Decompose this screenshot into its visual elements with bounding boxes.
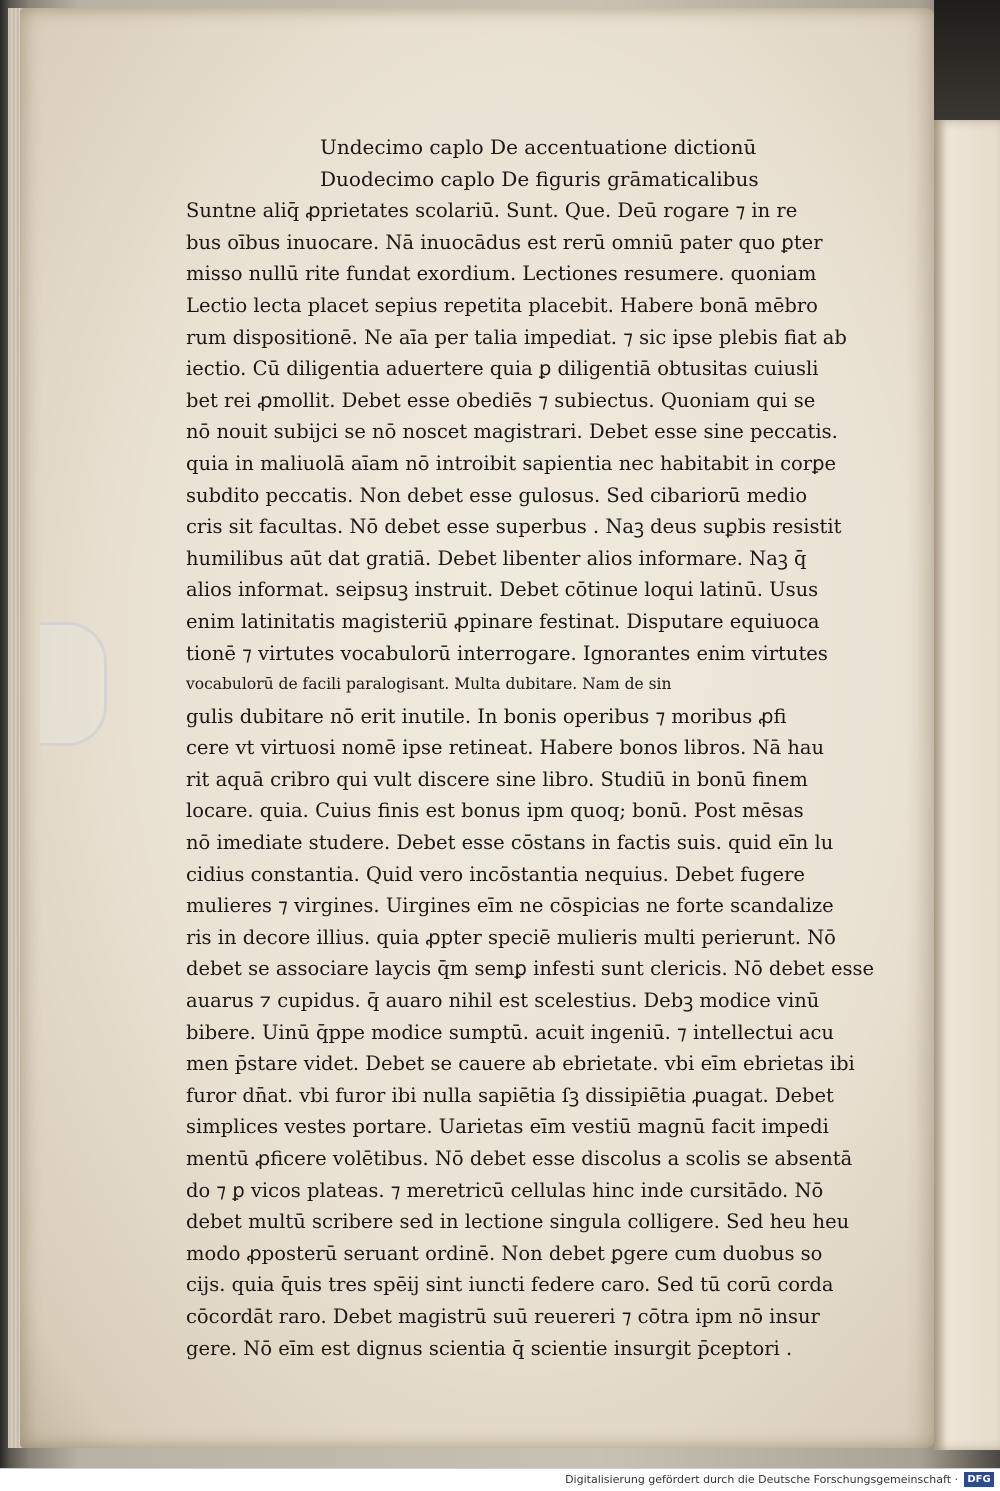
- digitization-credit: Digitalisierung gefördert durch die Deutsche Forschungsgemeinschaft ·: [565, 1473, 958, 1486]
- text-line: cere vt virtuosi nomē ipse retineat. Habere bonos libros. Nā hau: [186, 736, 825, 760]
- text-line: cijs. quia q̄uis tres spēij sint iuncti federe caro. Sed tū corū corda: [186, 1273, 834, 1297]
- text-line: debet se associare laycis q̄m semꝑ infesti sunt clericis. Nō debet esse: [186, 957, 875, 981]
- text-line: gulis dubitare nō erit inutile. In bonis operibus ⁊ moribus ꝓfi: [186, 704, 787, 728]
- text-line: quia in maliuolā aīam nō introibit sapientia nec habitabit in corꝑe: [186, 451, 836, 475]
- right-page-fragment: [934, 120, 1000, 1450]
- incunable-text-block: [186, 132, 916, 1364]
- text-line: men p̄stare videt. Debet se cauere ab ebrietate. vbi eīm ebrietas ibi: [186, 1052, 855, 1076]
- text-line: bus oībus inuocare. Nā inuocādus est rerū omniū pater quo ꝑter: [186, 230, 823, 254]
- text-line: Suntne aliq̄ ꝓprietates scolariū. Sunt. Que. Deū rogare ⁊ in re: [186, 199, 798, 223]
- text-line: alios informat. seipsuꝫ instruit. Debet cōtinue loqui latinū. Usus: [186, 578, 819, 602]
- text-line: subdito peccatis. Non debet esse gulosus. Sed cibariorū medio: [186, 483, 808, 507]
- text-line: gere. Nō eīm est dignus scientia q̄ scientie insurgit p̄ceptori .: [186, 1336, 793, 1360]
- text-line: cris sit facultas. Nō debet esse superbus . Naꝫ deus suꝑbis resistit: [186, 515, 842, 539]
- chapter-heading-11: Undecimo caplo De accentuatione dictionū: [320, 135, 757, 159]
- chapter-heading-12: Duodecimo caplo De figuris grāmaticalibus: [320, 166, 759, 191]
- right-page-shadow: [934, 0, 1000, 120]
- footer-bar: [0, 1468, 1000, 1491]
- text-line: modo ꝓposterū seruant ordinē. Non debet ꝑgere cum duobus so: [186, 1241, 823, 1265]
- text-line: bibere. Uinū q̄ppe modice sumptū. acuit ingeniū. ⁊ intellectui acu: [186, 1020, 834, 1044]
- text-line: furor dn̄at. vbi furor ibi nulla sapiētia ſꝫ dissipiētia ꝓuagat. Debet: [186, 1083, 834, 1107]
- text-line: nō nouit subijci se nō noscet magistrari. Debet esse sine peccatis.: [186, 420, 838, 444]
- text-line: cōcordāt raro. Debet magistrū suū reuereri ⁊ cōtra ipm nō insur: [186, 1304, 820, 1328]
- text-line: auarus ⁊ cupidus. q̄ auaro nihil est scelestius. Debꝫ modice vinū: [186, 989, 820, 1013]
- text-line: iectio. Cū diligentia aduertere quia ꝑ diligentiā obtusitas cuiusli: [186, 357, 819, 381]
- text-line: locare. quia. Cuius finis est bonus ipm quoq; bonū. Post mēsas: [186, 799, 804, 823]
- text-line: ris in decore illius. quia ꝓpter speciē mulieris multi perierunt. Nō: [186, 925, 836, 949]
- text-line: rit aquā cribro qui vult discere sine libro. Studiū in bonū finem: [186, 767, 808, 791]
- text-line: debet multū scribere sed in lectione singula colligere. Sed heu heu: [186, 1210, 850, 1234]
- text-line: humilibus aūt dat gratiā. Debet libenter alios informare. Naꝫ q̄: [186, 546, 807, 570]
- text-line: rum dispositionē. Ne aīa per talia impediat. ⁊ sic ipse plebis fiat ab: [186, 325, 847, 349]
- text-line: cidius constantia. Quid vero incōstantia nequius. Debet fugere: [186, 862, 805, 886]
- page-clip: [40, 622, 107, 746]
- text-line: do ⁊ ꝑ vicos plateas. ⁊ meretricū cellulas hinc inde cursitādo. Nō: [186, 1178, 824, 1202]
- dfg-logo: DFG: [964, 1472, 994, 1487]
- text-line: enim latinitatis magisteriū ꝓpinare festinat. Disputare equiuoca: [186, 609, 820, 633]
- text-line: Lectio lecta placet sepius repetita placebit. Habere bonā mēbro: [186, 293, 818, 317]
- text-line: vocabulorū de facili paralogisant. Multa dubitare. Nam de sin: [186, 675, 672, 694]
- text-line: nō imediate studere. Debet esse cōstans in factis suis. quid eīn lu: [186, 831, 834, 855]
- text-line: bet rei ꝓmollit. Debet esse obediēs ⁊ subiectus. Quoniam qui se: [186, 388, 816, 412]
- text-line: mulieres ⁊ virgines. Uirgines eīm ne cōspicias ne forte scandalize: [186, 894, 834, 918]
- text-line: mentū ꝓficere volētibus. Nō debet esse discolus a scolis se absentā: [186, 1147, 853, 1170]
- text-line: misso nullū rite fundat exordium. Lectiones resumere. quoniam: [186, 262, 817, 286]
- text-line: simplices vestes portare. Uarietas eīm vestiū magnū facit impedi: [186, 1115, 829, 1139]
- text-line: tionē ⁊ virtutes vocabulorū interrogare. Ignorantes enim virtutes: [186, 641, 828, 665]
